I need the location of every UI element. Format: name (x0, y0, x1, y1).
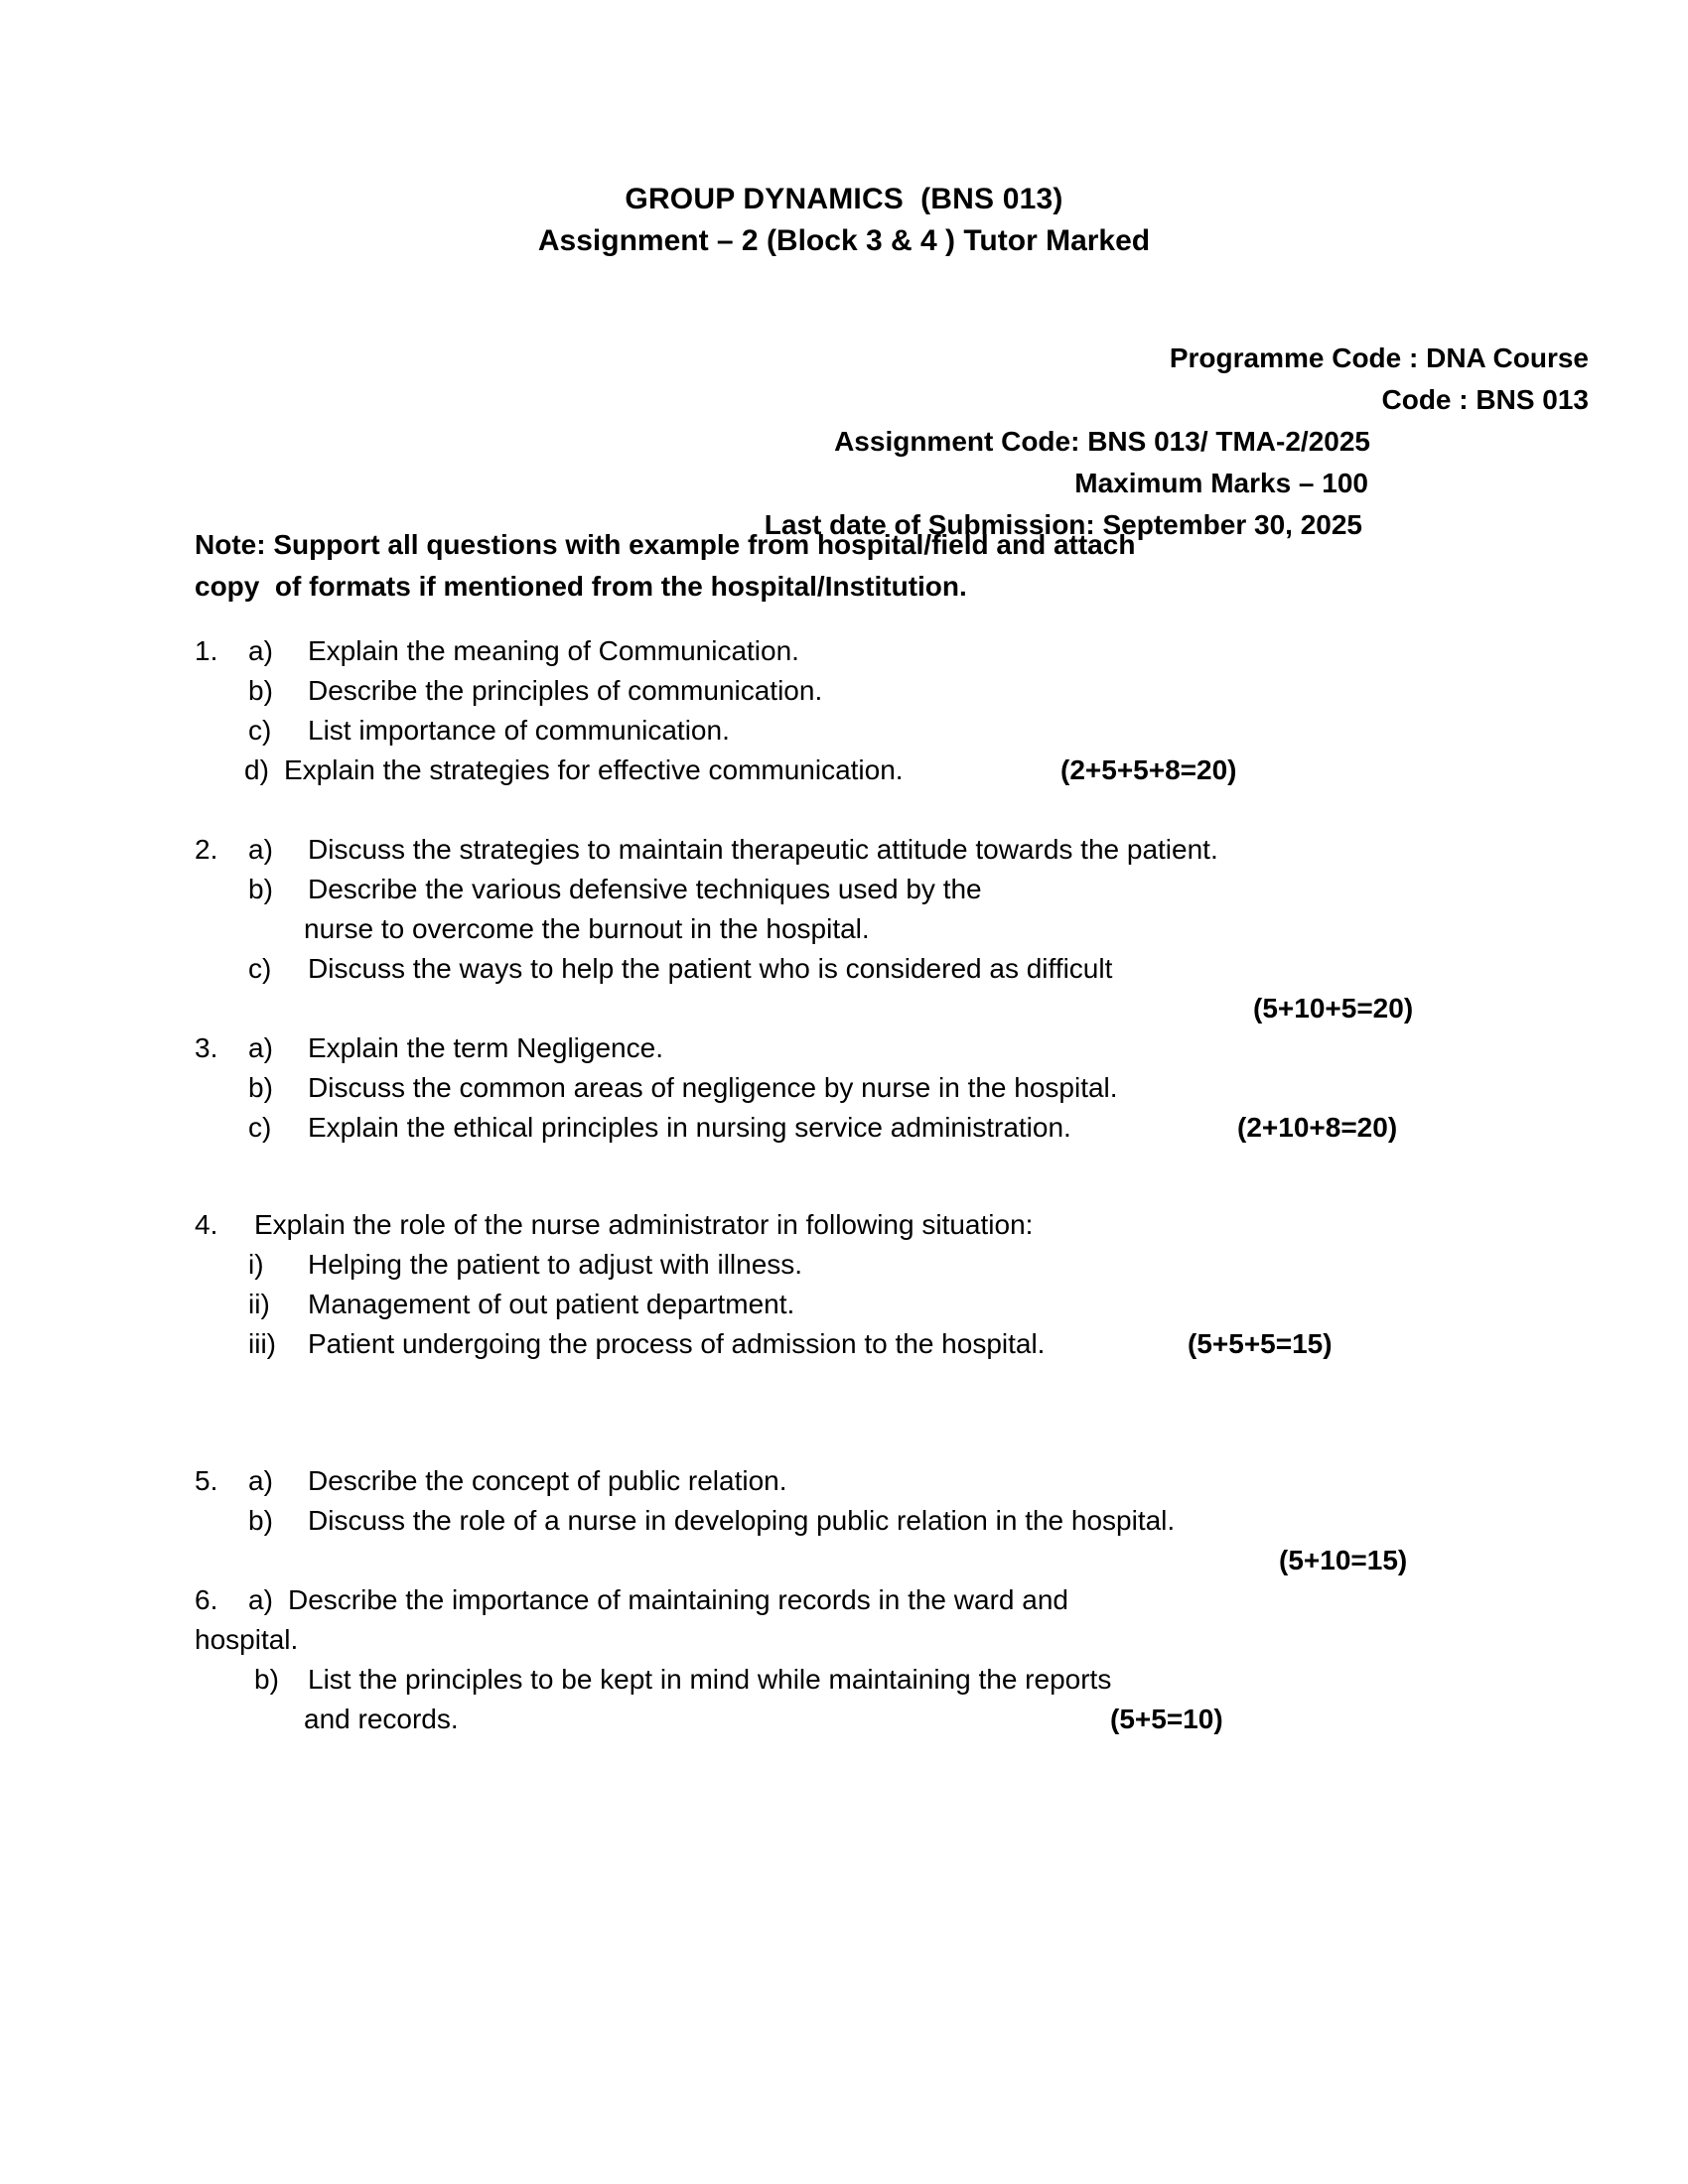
part-label: b) (248, 874, 273, 904)
question-row (0, 1324, 1688, 1364)
part-label: d) (244, 754, 269, 785)
row-spacer (0, 1148, 1688, 1187)
question-marks-row (0, 1541, 1688, 1580)
part-label: a) (248, 1465, 273, 1496)
part-label: c) (248, 953, 272, 984)
question-row (0, 1580, 1688, 1620)
row-spacer (0, 1364, 1688, 1404)
marks-allocation: (2+10+8=20) (1237, 1112, 1398, 1143)
part-text: Explain the term Negligence. (308, 1032, 663, 1063)
part-label: ii) (248, 1289, 270, 1319)
question-number: 2. (195, 834, 218, 865)
assignment-code: Assignment Code: BNS 013/ TMA-2/2025 (834, 426, 1370, 457)
part-text: List the principles to be kept in mind while maintaining the reports (308, 1664, 1112, 1695)
question-row (0, 830, 1688, 870)
part-text: Discuss the strategies to maintain therapeutic attitude towards the patient. (308, 834, 1218, 865)
question-row (0, 631, 1688, 671)
question-row (0, 1620, 1688, 1660)
marks-allocation: (5+10+5=20) (1253, 993, 1414, 1024)
programme-code: Programme Code : DNA Course (1169, 342, 1589, 373)
question-row (0, 1461, 1688, 1501)
question-row (0, 751, 1688, 790)
question-number: 3. (195, 1032, 218, 1063)
part-label: b) (254, 1664, 279, 1695)
part-label: a) (248, 1584, 273, 1615)
marks-allocation: (2+5+5+8=20) (1060, 754, 1237, 785)
part-label: i) (248, 1249, 264, 1280)
note-line-2: copy of formats if mentioned from the hospital/Institution. (195, 571, 967, 602)
part-text: Explain the strategies for effective communication. (284, 754, 904, 785)
question-row (0, 671, 1688, 711)
questions-list (0, 631, 1688, 1739)
note-block (195, 524, 1585, 608)
marks-allocation: (5+10=15) (1279, 1545, 1408, 1575)
part-text: Discuss the ways to help the patient who is considered as difficult (308, 953, 1113, 984)
question-row (0, 711, 1688, 751)
question-stem: Explain the role of the nurse administrator in following situation: (254, 1209, 1034, 1240)
part-text: Helping the patient to adjust with illness. (308, 1249, 803, 1280)
part-label: a) (248, 635, 273, 666)
question-1 (0, 631, 1688, 830)
marks-allocation: (5+5+5=15) (1188, 1328, 1333, 1359)
part-text: Discuss the role of a nurse in developing public relation in the hospital. (308, 1505, 1176, 1536)
part-text-continuation: nurse to overcome the burnout in the hospital. (304, 913, 870, 944)
page-title: GROUP DYNAMICS (BNS 013) (625, 183, 1063, 215)
question-5 (0, 1461, 1688, 1580)
part-text: Explain the meaning of Communication. (308, 635, 799, 666)
part-label: c) (248, 715, 272, 746)
question-number: 1. (195, 635, 218, 666)
page-subtitle: Assignment – 2 (Block 3 & 4 ) Tutor Marked (537, 224, 1151, 257)
row-spacer (0, 1443, 1688, 1461)
question-row (0, 1205, 1688, 1245)
question-row (0, 870, 1688, 909)
question-row (0, 1700, 1688, 1739)
question-number: 5. (195, 1465, 218, 1496)
part-text: Describe the importance of maintaining records in the ward and (288, 1584, 1068, 1615)
row-spacer (0, 1404, 1688, 1443)
question-row (0, 1245, 1688, 1285)
part-text: Describe the principles of communication. (308, 675, 823, 706)
question-row (0, 1028, 1688, 1068)
part-label: a) (248, 834, 273, 865)
part-text: Describe the concept of public relation. (308, 1465, 787, 1496)
assignment-meta-block (0, 338, 1589, 546)
part-label: a) (248, 1032, 273, 1063)
part-label: b) (248, 1072, 273, 1103)
question-2 (0, 830, 1688, 1028)
marks-allocation: (5+5=10) (1110, 1704, 1223, 1734)
question-row (0, 1285, 1688, 1324)
part-text: Explain the ethical principles in nursing service administration. (308, 1112, 1071, 1143)
question-row (0, 1501, 1688, 1541)
question-number: 6. (195, 1584, 218, 1615)
note-line-1: Note: Support all questions with example from hospital/field and attach (195, 529, 1136, 560)
part-text: Describe the various defensive techniques used by the (308, 874, 982, 904)
question-6 (0, 1580, 1688, 1739)
question-row (0, 1068, 1688, 1108)
part-text: Patient undergoing the process of admission to the hospital. (308, 1328, 1046, 1359)
maximum-marks: Maximum Marks – 100 (1074, 468, 1368, 498)
row-spacer (0, 790, 1688, 830)
question-row (0, 1660, 1688, 1700)
part-label: iii) (248, 1328, 276, 1359)
question-row (0, 949, 1688, 989)
part-text-continuation: and records. (304, 1704, 459, 1734)
question-row (0, 909, 1688, 949)
part-text: List importance of communication. (308, 715, 730, 746)
question-row (0, 1108, 1688, 1148)
question-4 (0, 1205, 1688, 1461)
part-label: b) (248, 675, 273, 706)
last-date-of-submission: Last date of Submission: September 30, 2025 (764, 509, 1362, 540)
course-code: Code : BNS 013 (1381, 384, 1589, 415)
question-number: 4. (195, 1209, 218, 1240)
question-3 (0, 1028, 1688, 1205)
part-text: Discuss the common areas of negligence by nurse in the hospital. (308, 1072, 1118, 1103)
part-text: Management of out patient department. (308, 1289, 795, 1319)
part-text-continuation: hospital. (195, 1624, 299, 1655)
part-label: c) (248, 1112, 272, 1143)
part-label: b) (248, 1505, 273, 1536)
document-title-block (0, 179, 1688, 262)
question-marks-row (0, 989, 1688, 1028)
row-spacer (0, 1187, 1688, 1205)
